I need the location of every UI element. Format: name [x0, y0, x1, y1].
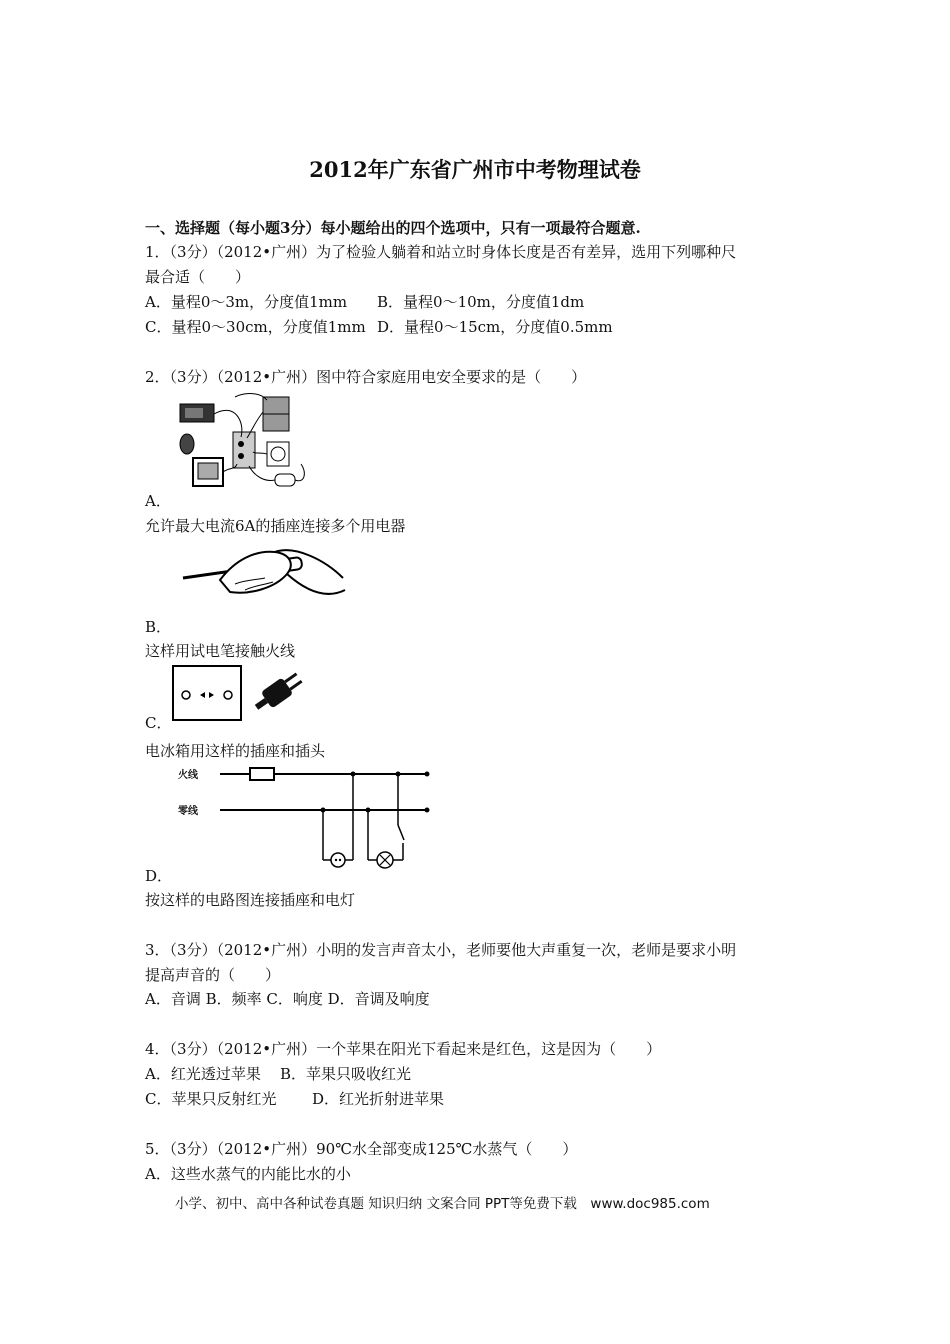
q2-option-d-label: D．	[145, 867, 173, 885]
q1-option-b: B．量程0～10m，分度值1dm	[377, 293, 585, 311]
q5-stem: 5．（3分）（2012•广州）90℃水全部变成125℃水蒸气（ ）	[145, 1140, 578, 1158]
q1-option-c: C．量程0～30cm，分度值1mm	[145, 318, 366, 336]
two-hole-socket-figure	[172, 665, 307, 723]
q2-option-c-text: 电冰箱用这样的插座和插头	[145, 742, 326, 760]
test-pen-hand-figure	[175, 540, 350, 620]
q3-stem-line2: 提高声音的（ ）	[145, 966, 281, 984]
q1-stem-line1: 1．（3分）（2012•广州）为了检验人躺着和站立时身体长度是否有差异，选用下列哪种尺	[145, 243, 737, 261]
q2-stem: 2．（3分）（2012•广州）图中符合家庭用电安全要求的是（ ）	[145, 368, 587, 386]
q4-option-d: D．红光折射进苹果	[312, 1090, 445, 1108]
fire-wire-label: 火线	[178, 770, 198, 781]
page-title: 2012年广东省广州市中考物理试卷	[309, 157, 641, 182]
q1-option-d: D．量程0～15cm，分度值0.5mm	[377, 318, 613, 336]
circuit-diagram-figure	[205, 765, 435, 875]
q4-option-c: C．苹果只反射红光	[145, 1090, 277, 1108]
q2-option-b-text: 这样用试电笔接触火线	[145, 642, 296, 660]
q1-stem-line2: 最合适（ ）	[145, 268, 251, 286]
q3-stem-line1: 3．（3分）（2012•广州）小明的发言声音太小，老师要他大声重复一次，老师是要求小明	[145, 941, 737, 959]
q3-options: A．音调 B．频率 C．响度 D．音调及响度	[145, 990, 430, 1008]
q2-option-c-label: C．	[145, 714, 172, 732]
overloaded-socket-figure	[175, 392, 325, 492]
q2-option-a-label: A．	[145, 492, 171, 510]
section-heading: 一、选择题（每小题3分）每小题给出的四个选项中，只有一项最符合题意.	[145, 219, 641, 237]
q4-option-a: A．红光透过苹果	[145, 1065, 261, 1083]
q2-option-b-label: B．	[145, 618, 172, 636]
footer-text: 小学、初中、高中各种试卷真题 知识归纳 文案合同 PPT等免费下载 www.doc985.com	[175, 1196, 710, 1212]
q4-option-b: B．苹果只吸收红光	[280, 1065, 412, 1083]
q1-option-a: A．量程0～3m，分度值1mm	[145, 293, 348, 311]
q5-option-a: A．这些水蒸气的内能比水的小	[145, 1165, 351, 1183]
q2-option-d-text: 按这样的电路图连接插座和电灯	[145, 891, 356, 909]
neutral-wire-label: 零线	[178, 806, 198, 817]
q2-option-a-text: 允许最大电流6A的插座连接多个用电器	[145, 517, 406, 535]
q4-stem: 4．（3分）（2012•广州）一个苹果在阳光下看起来是红色，这是因为（ ）	[145, 1040, 662, 1058]
